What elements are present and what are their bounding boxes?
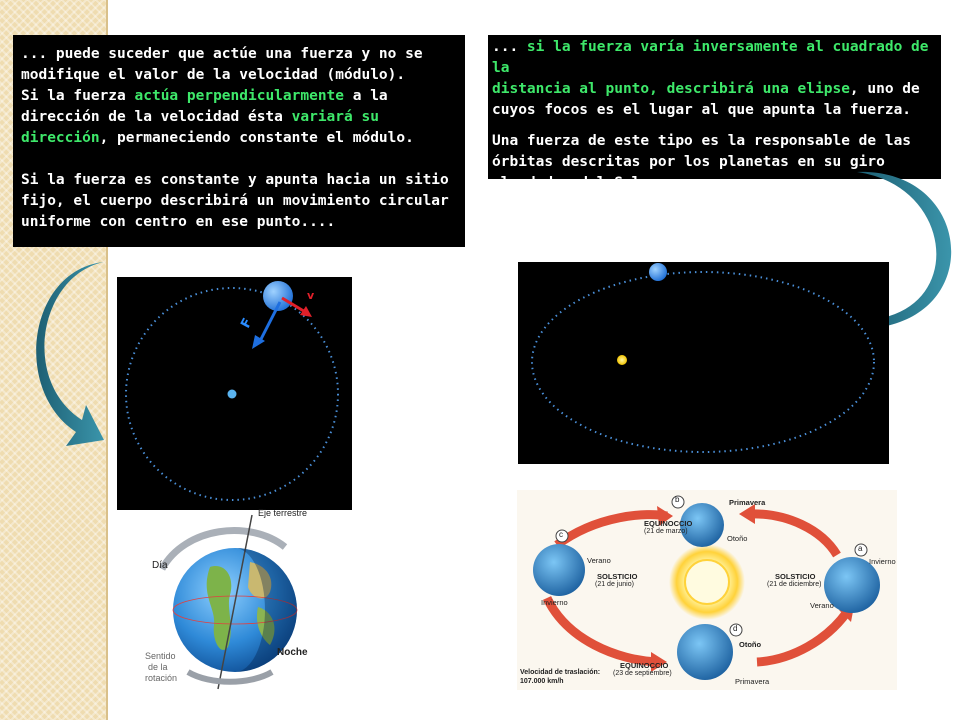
rotation-label-line: rotación xyxy=(145,673,178,683)
circular-orbit-panel xyxy=(117,277,352,510)
text-line: dirección, permaneciendo constante el módulo. xyxy=(21,130,414,146)
speed-value: 107.000 km/h xyxy=(520,678,564,685)
season-label: Verano xyxy=(587,556,611,565)
seasons-orbit-diagram xyxy=(517,490,897,690)
orbit-arrow-icon xyxy=(757,612,847,662)
circular-orbit-diagram xyxy=(117,277,352,510)
highlight-direccion: dirección xyxy=(21,130,100,146)
text-line: ... si la fuerza varía inversamente al cuadrado de la xyxy=(492,39,929,76)
event-title: SOLSTICIO xyxy=(597,572,638,581)
rotation-label-line: Sentido xyxy=(145,651,176,661)
season-label: Verano xyxy=(810,601,834,610)
velocity-label: v xyxy=(307,289,315,302)
letter-b: b xyxy=(675,495,680,504)
earth-position-c-icon xyxy=(533,544,585,596)
season-label: Otoño xyxy=(739,640,762,649)
text-line: cuyos focos es el lugar al que apunta la fuerza. xyxy=(492,102,912,118)
center-point-icon xyxy=(228,390,237,399)
text-line: Si la fuerza actúa perpendicularmente a la xyxy=(21,88,388,104)
text-line: fijo, el cuerpo describirá un movimiento circular xyxy=(21,193,449,209)
text-line: Una fuerza de este tipo es la responsable de las xyxy=(492,133,912,149)
orbit-arrow-icon xyxy=(747,514,837,555)
highlight-variara: variará su xyxy=(291,109,379,125)
letter-a: a xyxy=(858,544,863,553)
letter-d: d xyxy=(733,624,738,633)
text-line: modifique el valor de la velocidad (módulo). xyxy=(21,67,406,83)
elliptical-orbit-path xyxy=(532,272,874,452)
elliptical-orbit-diagram xyxy=(518,262,889,464)
rotation-label-line: de la xyxy=(148,662,168,672)
left-curved-arrow-icon xyxy=(36,262,104,446)
planet-icon xyxy=(649,263,667,281)
text-line: órbitas descritas por los planetas en su giro xyxy=(492,154,885,170)
highlight-inverse-square: si la fuerza varía inversamente al cuadrado de la xyxy=(492,39,929,76)
arrowhead-icon xyxy=(739,504,755,524)
text-line: Si la fuerza es constante y apunta hacia un sitio xyxy=(21,172,449,188)
night-label: Noche xyxy=(277,647,308,658)
event-title: EQUINOCCIO xyxy=(644,519,693,528)
earth-rotation-illustration xyxy=(140,507,320,692)
rotation-direction-arrow-icon xyxy=(188,672,272,682)
season-label: Invierno xyxy=(869,557,896,566)
season-label: Invierno xyxy=(541,598,568,607)
text-line: ... puede suceder que actúe una fuerza y no se xyxy=(21,46,423,62)
elliptical-orbit-panel xyxy=(518,262,889,464)
text-line: dirección de la velocidad ésta variará su xyxy=(21,109,379,125)
season-label: Otoño xyxy=(727,534,748,543)
text-line: distancia al punto, describirá una elipse, uno de xyxy=(492,81,920,97)
letter-c: c xyxy=(559,530,563,539)
text-line: uniforme con centro en ese punto.... xyxy=(21,214,336,230)
highlight-perpendicular: actúa perpendicularmente xyxy=(134,88,345,104)
orbit-arrow-icon xyxy=(547,598,657,662)
sun-core-icon xyxy=(685,560,729,604)
text-line: alrededor del Sol. xyxy=(492,175,650,191)
event-title: SOLSTICIO xyxy=(775,572,816,581)
event-date: (21 de junio) xyxy=(595,581,634,588)
speed-label: Velocidad de traslación: xyxy=(520,669,601,676)
sun-focus-icon xyxy=(617,355,627,365)
event-date: (23 de septiembre) xyxy=(613,670,672,677)
axis-label: Eje terrestre xyxy=(258,508,308,518)
season-label: Primavera xyxy=(729,498,766,507)
event-date: (21 de marzo) xyxy=(644,528,688,535)
seasons-orbit-illustration xyxy=(517,490,897,690)
event-date: (21 de diciembre) xyxy=(767,581,822,588)
earth-position-d-icon xyxy=(677,624,733,680)
highlight-ellipse: distancia al punto, describirá una elipse xyxy=(492,81,850,97)
event-title: EQUINOCCIO xyxy=(620,661,669,670)
force-label: F xyxy=(238,315,256,331)
day-label: Día xyxy=(152,560,168,571)
season-label: Primavera xyxy=(735,677,770,686)
